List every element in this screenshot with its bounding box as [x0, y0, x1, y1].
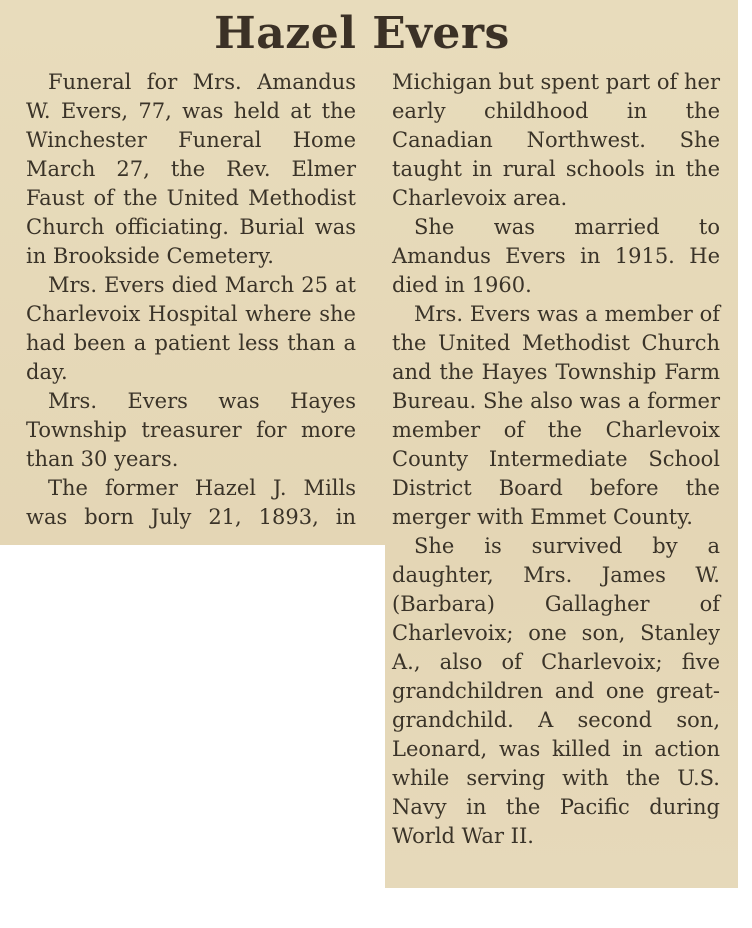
left-column — [26, 68, 356, 532]
paragraph-marriage: She was married to Amandus Evers in 1915. He died in 1960. — [392, 215, 720, 297]
right-column — [392, 68, 720, 851]
paragraph-membership: Mrs. Evers was a member of the United Methodist Church and the Hayes Township Farm Bureau. She also was a former member of the Charlevoix County Intermediate School District Board before the merger with Emmet County. — [392, 302, 720, 529]
paragraph-death: Mrs. Evers died March 25 at Charlevoix Hospital where she had been a patient less than a day. — [26, 273, 356, 384]
paragraph-childhood: Michigan but spent part of her early childhood in the Canadian Northwest. She taught in rural schools in the Charlevoix area. — [392, 70, 720, 210]
paragraph-funeral: Funeral for Mrs. Amandus W. Evers, 77, was held at the Winchester Funeral Home March 27, the Rev. Elmer Faust of the United Methodist Church officiating. Burial was in Brookside Cemetery. — [26, 70, 356, 268]
obituary-headline: Hazel Evers — [214, 8, 510, 59]
paragraph-birth: The former Hazel J. Mills was born July 21, 1893, in — [26, 476, 356, 529]
paragraph-treasurer: Mrs. Evers was Hayes Township treasurer for more than 30 years. — [26, 389, 356, 471]
paragraph-survivors: She is survived by a daughter, Mrs. James W. (Barbara) Gallagher of Charlevoix; one son, Stanley A., also of Charlevoix; five grandchildren and one great-grandchild. A second son, Leonard, was killed in action while serving with the U.S. Navy in the Pacific during World War II. — [392, 534, 720, 848]
